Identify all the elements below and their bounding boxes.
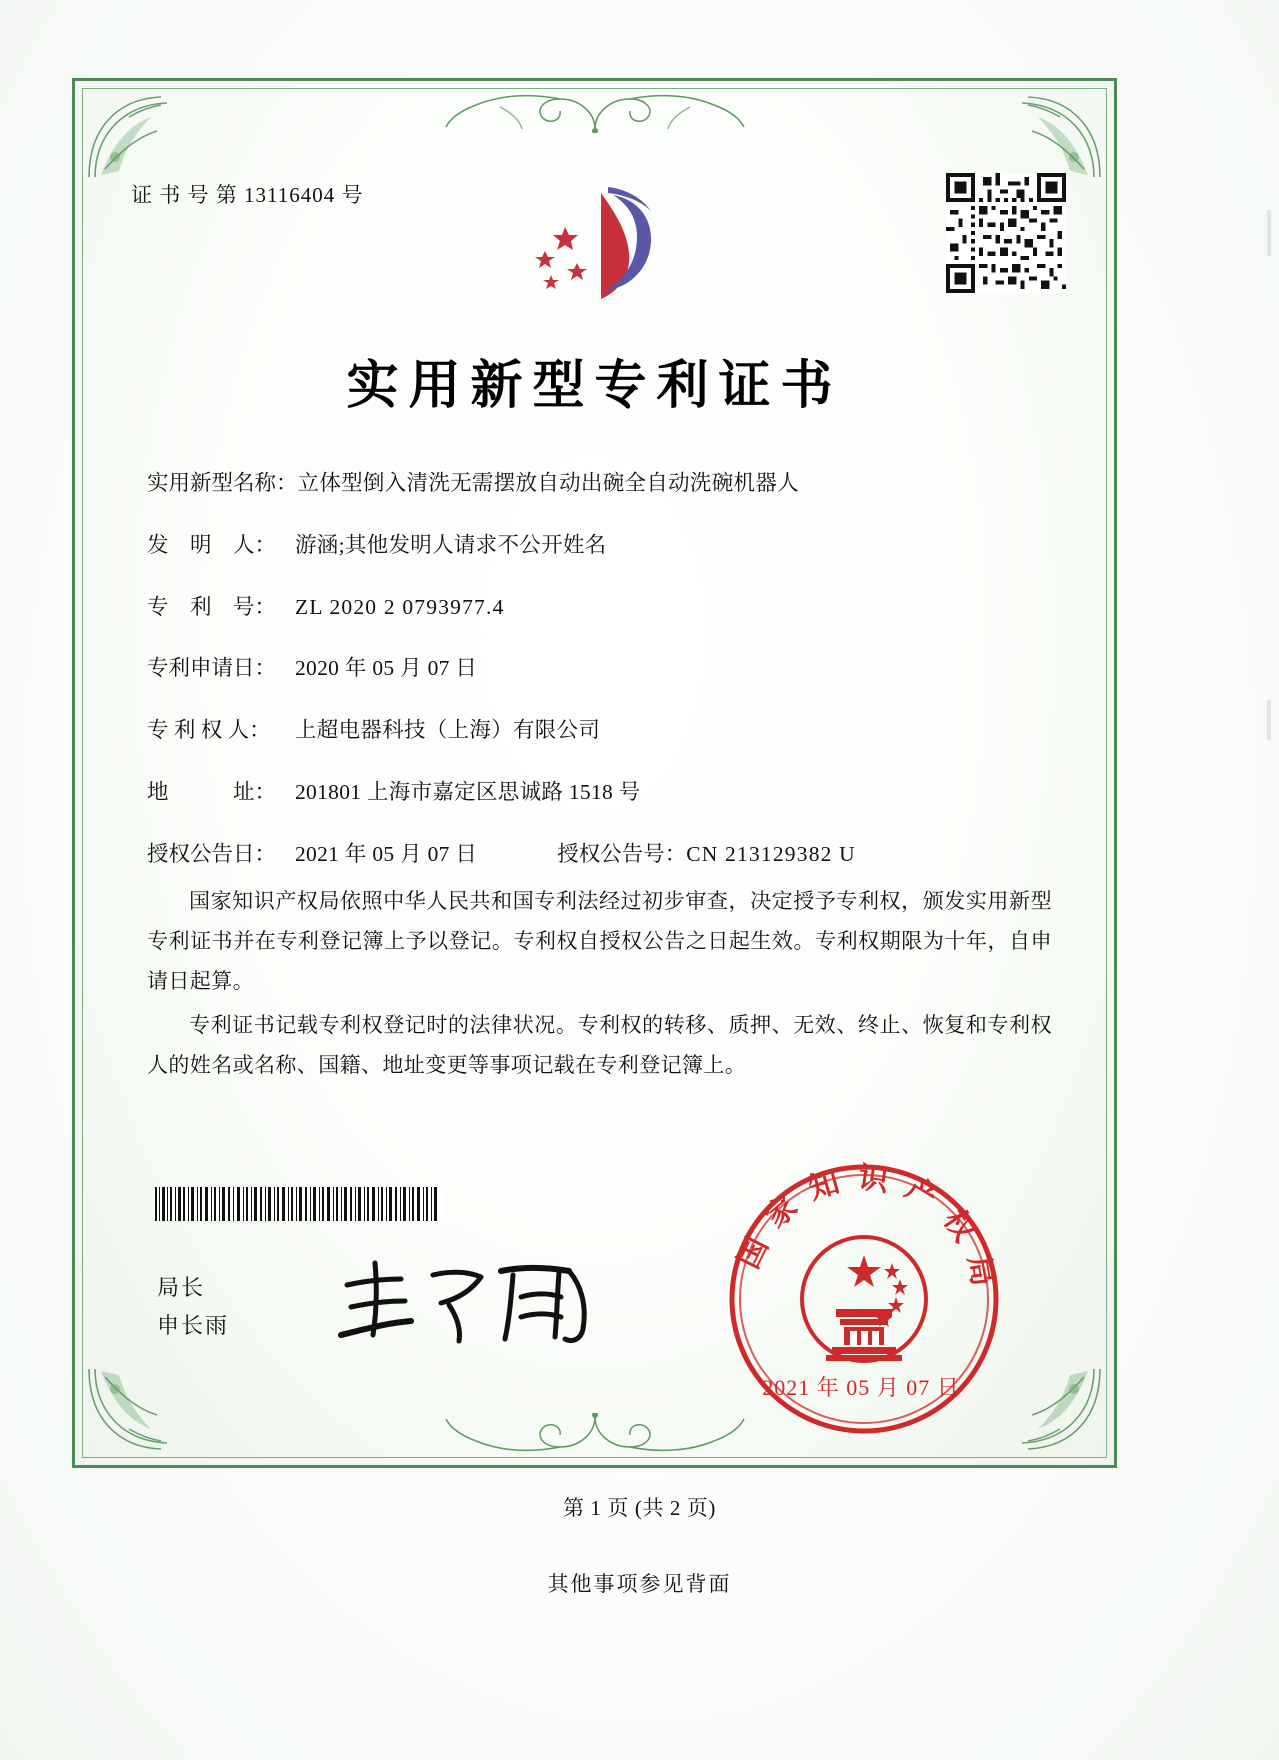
seal-date: 2021 年 05 月 07 日 <box>762 1375 960 1400</box>
field-row-grant <box>147 842 1054 868</box>
field-row-inventor <box>147 533 1054 559</box>
cnipa-logo-icon <box>505 171 685 306</box>
legal-text <box>147 881 1052 1089</box>
field-label: 专 利 权 人： <box>147 718 271 743</box>
page-title: 实用新型专利证书 <box>346 355 843 416</box>
signatory-name: 申长雨 <box>157 1313 230 1338</box>
back-side-note: 其他事项参见背面 <box>547 1572 732 1596</box>
corner-ornament-icon <box>994 91 1104 181</box>
signatory-block <box>157 1269 229 1345</box>
certificate-border <box>72 78 1117 1468</box>
field-row-address <box>147 780 1054 806</box>
certificate-number: 证 书 号 第 13116404 号 <box>131 183 364 207</box>
field-value-grant-number: CN 213129382 U <box>686 841 856 866</box>
field-label-grant-date: 授权公告日： <box>147 841 277 866</box>
scan-artifact <box>1267 210 1271 256</box>
field-label: 专利申请日： <box>147 656 277 681</box>
field-label: 实用新型名称： <box>147 471 298 495</box>
field-label-grant-number: 授权公告号： <box>557 841 687 866</box>
legal-paragraph-2: 专利证书记载专利权登记时的法律状况。专利权的转移、质押、无效、终止、恢复和专利权人的姓名或名称、国籍、地址变更等事项记载在专利登记簿上。 <box>147 1013 1052 1077</box>
field-value: 游涵;其他发明人请求不公开姓名 <box>295 532 607 557</box>
barcode <box>153 1187 443 1221</box>
field-row-patent-number <box>147 595 1054 621</box>
signatory-role: 局长 <box>157 1275 206 1300</box>
field-list <box>147 471 1054 904</box>
scan-artifact <box>1267 700 1271 740</box>
field-label: 专 利 号： <box>147 594 277 619</box>
field-value: 上超电器科技（上海）有限公司 <box>295 718 601 743</box>
field-row-name <box>147 471 1054 497</box>
field-value: 2020 年 05 月 07 日 <box>295 656 478 681</box>
field-value-grant-date: 2021 年 05 月 07 日 <box>295 841 478 866</box>
page-number: 第 1 页 (共 2 页) <box>562 1496 717 1520</box>
corner-ornament-icon <box>85 91 195 181</box>
field-row-application-date <box>147 656 1054 682</box>
field-row-patentee <box>147 718 1054 744</box>
top-flourish-ornament-icon <box>380 85 810 133</box>
field-value: ZL 2020 2 0793977.4 <box>295 594 505 619</box>
field-label: 发 明 人： <box>147 532 277 557</box>
field-label: 地 址： <box>147 779 277 804</box>
legal-paragraph-1: 国家知识产权局依照中华人民共和国专利法经过初步审查，决定授予专利权，颁发实用新型专利证书并在专利登记簿上予以登记。专利权自授权公告之日起生效。专利权期限为十年，自申请日起算。 <box>147 889 1052 993</box>
field-value: 立体型倒入清洗无需摆放自动出碗全自动洗碗机器人 <box>297 471 799 495</box>
svg-text:国家知识产权局: 国家知识产权局 <box>731 1160 1003 1305</box>
handwritten-signature-icon <box>325 1251 625 1351</box>
field-value: 201801 上海市嘉定区思诚路 1518 号 <box>295 779 641 804</box>
qr-code-icon <box>946 173 1066 293</box>
corner-ornament-icon <box>85 1365 195 1455</box>
